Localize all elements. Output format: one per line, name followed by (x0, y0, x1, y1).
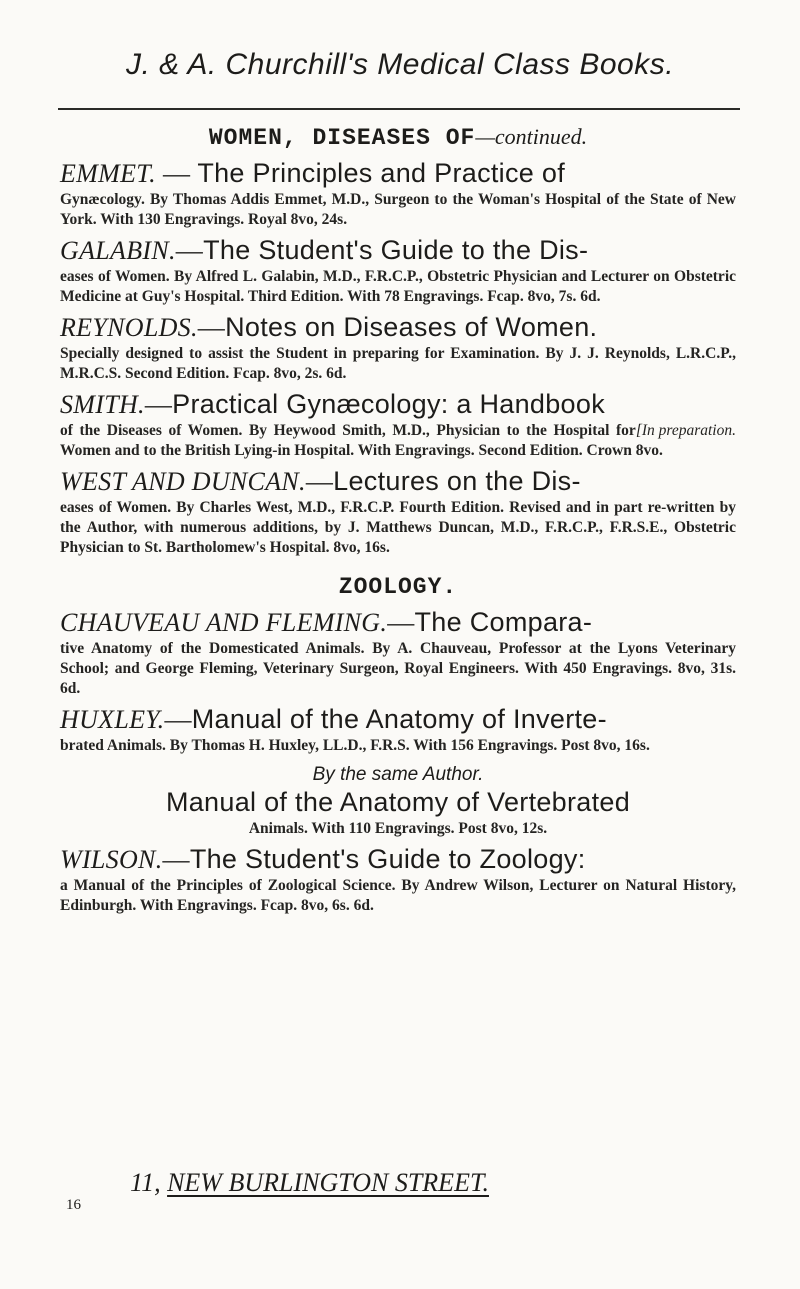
address-street: NEW BURLINGTON STREET. (167, 1168, 489, 1197)
entry-heading (60, 843, 736, 876)
entry (60, 465, 736, 558)
entry-heading (60, 311, 736, 344)
publisher-address (130, 1168, 489, 1198)
section-title: WOMEN, DISEASES OF (208, 125, 476, 151)
section-continued: —continued. (475, 124, 588, 149)
entry-dash: — (162, 844, 190, 874)
entry-description (60, 639, 736, 699)
section-heading-women (60, 124, 736, 151)
entry-description (60, 344, 736, 384)
entry-heading (60, 157, 736, 190)
entry-heading (60, 465, 736, 498)
entry-heading (60, 388, 736, 421)
entry-author: GALABIN. (60, 236, 176, 265)
entry-title: Notes on Diseases of Women. (225, 312, 598, 342)
same-author-note: By the same Author. (312, 764, 484, 785)
entry-wilson (60, 843, 736, 916)
entry-description: a Manual of the Principles of Zoological Science. By Andrew Wilson, Lecturer on Natural History, Edinburgh. With Engravings. Fcap. 8vo, 6s. 6d. (60, 877, 736, 914)
entry-description (60, 421, 736, 461)
entry-author: HUXLEY. (60, 705, 165, 734)
entry-description (60, 267, 736, 307)
entry-author: REYNOLDS. (60, 313, 198, 342)
entry-description (60, 736, 736, 756)
entry-author: SMITH. (60, 390, 145, 419)
page-number: 16 (66, 1197, 81, 1213)
entry-heading (60, 234, 736, 267)
entry-dash: — (197, 312, 226, 342)
entry (60, 234, 736, 307)
entry-heading (60, 703, 736, 736)
entry-description (60, 498, 736, 558)
entry-description-text: eases of Women. By Alfred L. Galabin, M.D., F.R.C.P., Obstetric Physician and Lecturer on Obstetric Medicine at Guy's Hospital. Third Edition. With 78 Engravings. Fcap. 8vo, 7s. 6d. (60, 268, 736, 305)
entries-zoology (60, 606, 736, 756)
address-number: 11, (130, 1168, 161, 1197)
entry-dash: — (164, 704, 192, 734)
entry-dash: — (305, 466, 334, 496)
section-heading-zoology: ZOOLOGY. (338, 574, 458, 600)
entry-dash: — (387, 607, 415, 637)
entry-author: WILSON. (60, 845, 163, 874)
entry (60, 703, 736, 756)
entry-description-text: Gynæcology. By Thomas Addis Emmet, M.D., Surgeon to the Woman's Hospital of the State of New York. With 130 Engravings. Royal 8vo, 24s. (60, 191, 736, 228)
header-rule (58, 108, 740, 110)
entry-description-text: eases of Women. By Charles West, M.D., F.R.C.P. Fourth Edition. Revised and in part re-written by the Author, with numerous additions, by J. Matthews Duncan, M.D., F.R.C.P., F.R.S.E., Obstetric Physician to St. Bartholomew's Hospital. 8vo, 16s. (60, 499, 736, 556)
entry-dash: — (175, 235, 204, 265)
entry-description-text: of the Diseases of Women. By Heywood Smith, M.D., Physician to the Hospital for Women and to the British Lying-in Hospital. With Engravings. Second Edition. Crown 8vo. (60, 422, 663, 459)
entry-title: The Student's Guide to Zoology: (189, 844, 586, 874)
entry-dash: — (155, 158, 198, 188)
entry-note: [In preparation. (635, 422, 736, 439)
entry-author: WEST AND DUNCAN. (60, 467, 306, 496)
entry-title: The Student's Guide to the Dis- (203, 235, 589, 265)
entry-title: Practical Gynæcology: a Handbook (172, 389, 605, 419)
entry-author: CHAUVEAU AND FLEMING. (60, 608, 388, 637)
entry-author: EMMET. (60, 159, 156, 188)
entry (60, 606, 736, 699)
entry (60, 157, 736, 230)
entry (60, 311, 736, 384)
entry-description (60, 190, 736, 230)
entry-title: Lectures on the Dis- (333, 466, 581, 496)
entry-huxley-vertebrated (60, 786, 736, 839)
entry-description-text: brated Animals. By Thomas H. Huxley, LL.D., F.R.S. With 156 Engravings. Post 8vo, 16s. (60, 737, 650, 754)
entry-title: The Principles and Practice of (197, 158, 566, 188)
entries-women (60, 157, 736, 558)
entry-description: Animals. With 110 Engravings. Post 8vo, 12s. (248, 820, 548, 837)
entry-heading (60, 606, 736, 639)
entry-title: Manual of the Anatomy of Vertebrated (165, 787, 631, 817)
entry-description-text: Specially designed to assist the Student in preparing for Examination. By J. J. Reynolds, L.R.C.P., M.R.C.S. Second Edition. Fcap. 8vo, 2s. 6d. (60, 345, 736, 382)
entry-title: Manual of the Anatomy of Inverte- (191, 704, 607, 734)
entry (60, 388, 736, 461)
entry-title: The Compara- (414, 607, 593, 637)
entry-description-text: tive Anatomy of the Domesticated Animals. By A. Chauveau, Professor at the Lyons Veterinary School; and George Fleming, Veterinary Surgeon, Royal Engineers. With 450 Engravings. 8vo, 31s. 6d. (60, 640, 736, 697)
running-head: J. & A. Churchill's Medical Class Books. (125, 48, 675, 81)
entry-dash: — (144, 389, 173, 419)
